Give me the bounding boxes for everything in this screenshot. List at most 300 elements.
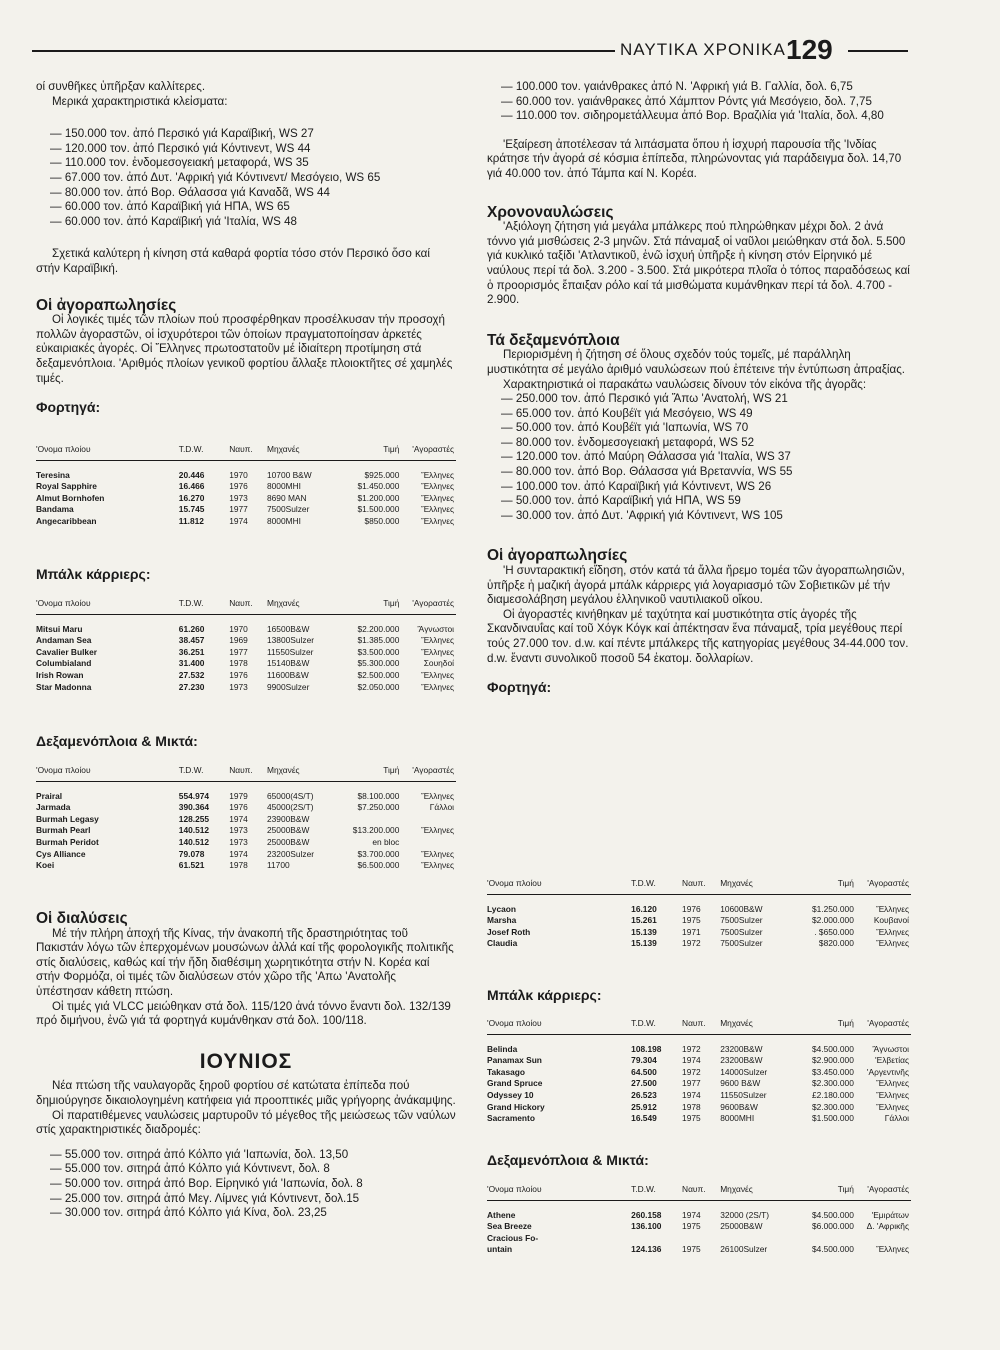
list-item: — 30.000 τον. ἀπό Δυτ. 'Αφρική γιά Κόντινεντ, WS 105 xyxy=(501,508,783,522)
table-cell: $1.500.000 xyxy=(811,1113,854,1124)
table-cell: Angecaribbean xyxy=(36,515,97,526)
table-tank-right xyxy=(487,1184,911,1256)
table-cell: $1.500.000 xyxy=(357,504,400,515)
table-tank-left xyxy=(36,765,456,872)
column-header: Μηχανές xyxy=(720,1184,792,1200)
header-rule-left xyxy=(32,50,615,52)
table-spacer xyxy=(36,460,456,470)
table-cell: $2.000.000 xyxy=(811,915,854,926)
table-cargo-right xyxy=(487,878,911,950)
list-item: — 150.000 τον. ἀπό Περσικό γιά Καραϊβική, WS 27 xyxy=(50,127,314,141)
table-row xyxy=(36,791,456,803)
table-cell: 1975 xyxy=(682,915,701,926)
table-cell: $1.250.000 xyxy=(811,903,854,914)
tankers-paragraph-1: Περιορισμένη ἡ ζήτηση σέ ὅλους σχεδόν τούς τομεῖς, μέ παράλληλη μυστικότητα σέ μεγάλο ἀριθμό ναυλώσεων πού ἐπέτεινε τήν ἐντύπωση ἀπραξίας. xyxy=(487,348,906,376)
sales-heading-right: Οἱ ἀγοραπωλησίες xyxy=(487,547,628,565)
table-cell: 1969 xyxy=(229,635,248,646)
sales-heading-left: Οἱ ἀγοραπωλησίες xyxy=(36,296,177,314)
table-cell xyxy=(682,1233,720,1245)
table-cell: 1978 xyxy=(229,658,248,669)
table-cell: Irish Rowan xyxy=(36,669,84,680)
table-row xyxy=(487,1244,911,1256)
table-row xyxy=(36,825,456,837)
column-header: Τιμή xyxy=(338,598,401,614)
table-cell: 26100Sulzer xyxy=(720,1244,768,1255)
table-cell: Bandama xyxy=(36,504,74,515)
column-header: Μηχανές xyxy=(267,765,338,781)
table-cell: 'Αργεντινῆς xyxy=(866,1066,909,1077)
table-cell: 1977 xyxy=(229,504,248,515)
table-cell: $2.300.000 xyxy=(811,1078,854,1089)
table-cell: Josef Roth xyxy=(487,926,531,937)
table-cell: $2.500.000 xyxy=(357,669,400,680)
table-cell: 1970 xyxy=(229,623,248,634)
charter-list-2 xyxy=(36,1148,456,1221)
table-cell: 10600B&W xyxy=(720,903,763,914)
table-cell: 260.158 xyxy=(631,1209,662,1220)
left-column-lower xyxy=(36,912,456,1221)
bulk-heading-right: Μπάλκ κάρριερς: xyxy=(487,987,602,1003)
table-cell: 1975 xyxy=(682,1113,701,1124)
column-header: 'Αγοραστές xyxy=(401,444,456,460)
table-cell: Ἕλληνες xyxy=(421,635,454,646)
column-header: T.D.W. xyxy=(179,444,229,460)
june-paragraph-2: Οἱ παρατιθέμενες ναυλώσεις μαρτυροῦν τό μέγεθος τῆς μειώσεως τῶν ναύλων στίς χαρακτηριστικές διαδρομές: xyxy=(36,1108,456,1137)
column-header: Τιμή xyxy=(338,444,401,460)
table-cell: 25000B&W xyxy=(720,1221,763,1232)
table-cell: 1977 xyxy=(229,646,248,657)
table-cell xyxy=(401,814,456,826)
table-cell: 13800Sulzer xyxy=(266,635,315,646)
column-header: Ναυπ. xyxy=(229,444,267,460)
tanker-charter-list xyxy=(487,392,911,523)
list-item: — 60.000 τον. ἀπό Καραϊβική γιά ΗΠΑ, WS 65 xyxy=(50,200,290,214)
table-row xyxy=(487,1067,911,1079)
table-cell: 15.745 xyxy=(178,504,205,515)
table-cell: $1.450.000 xyxy=(357,481,400,492)
table-cell: $3.450.000 xyxy=(811,1066,854,1077)
table-cell: 1978 xyxy=(229,860,248,871)
table-cell: 25000B&W xyxy=(266,825,310,836)
table-cell: $8.100.000 xyxy=(357,790,400,801)
table-row xyxy=(487,915,911,927)
list-item: — 55.000 τον. σιτηρά ἀπό Κόλπο γιά 'Ιαπωνία, δολ. 13,50 xyxy=(50,1147,349,1161)
column-header: 'Αγοραστές xyxy=(856,1184,911,1200)
table-cell: 1970 xyxy=(229,469,248,480)
table-cell: 15.139 xyxy=(631,926,657,937)
table-cell: $3.500.000 xyxy=(357,646,400,657)
table-cell xyxy=(856,1233,911,1245)
table-cell: 14000Sulzer xyxy=(720,1066,768,1077)
table-cell: 45000(2S/T) xyxy=(266,802,314,813)
column-header: Μηχανές xyxy=(267,444,338,460)
table-row xyxy=(36,682,456,694)
table-cell: . $650.000 xyxy=(814,926,854,937)
table-row xyxy=(487,1221,911,1233)
table-cell: 15140B&W xyxy=(266,658,310,669)
bulk-heading-left-wrap xyxy=(36,566,151,582)
column-header: T.D.W. xyxy=(631,878,682,894)
tank-heading-left: Δεξαμενόπλοια & Μικτά: xyxy=(36,733,198,749)
bulk-heading-right-wrap xyxy=(487,987,602,1003)
column-header: Μηχανές xyxy=(267,598,338,614)
table-cell: 390.364 xyxy=(178,802,210,813)
table-row xyxy=(36,802,456,814)
table-cell: $13.200.000 xyxy=(352,825,400,836)
table-cell: Royal Sapphire xyxy=(36,481,97,492)
table-cell: 128.255 xyxy=(178,813,210,824)
table-row xyxy=(487,1055,911,1067)
column-header: 'Ονομα πλοίου xyxy=(487,1184,631,1200)
column-header: Τιμή xyxy=(792,1018,856,1034)
table-row xyxy=(487,1044,911,1056)
right-column xyxy=(487,80,911,695)
table-cell: 140.512 xyxy=(178,825,210,836)
table-cell: Sea Breeze xyxy=(487,1221,532,1232)
table-cell: Teresina xyxy=(36,469,70,480)
table-cell: Γάλλοι xyxy=(429,802,454,813)
table-row xyxy=(36,635,456,647)
left-column xyxy=(36,80,456,419)
table-cell: 11550Sulzer xyxy=(266,646,314,657)
table-cell: 23900B&W xyxy=(266,813,310,824)
table-cell: 8690 MAN xyxy=(266,492,307,503)
table-row xyxy=(487,927,911,939)
list-item: — 110.000 τον. σιδηρομετάλλευμα ἀπό Βορ. Βραζιλία γιά 'Ιταλία, δολ. 4,80 xyxy=(501,109,884,123)
table-cell: Ἕλληνες xyxy=(421,681,454,692)
table-cell: 16500B&W xyxy=(266,623,310,634)
table-cell: 8000MHI xyxy=(720,1113,755,1124)
table-cell: Ἕλληνες xyxy=(421,481,454,492)
scrap-paragraph-2: Οἱ τιμές γιά VLCC μειώθηκαν στά δολ. 115/120 ἀνά τόννο ἔναντι δολ. 132/139 πρό διμήνου, ἐνῶ γιά τά φορτηγά κυμάνθηκαν στά δολ. 100/118. xyxy=(36,999,451,1028)
table-cell: 61.521 xyxy=(178,860,205,871)
table-cell: $2.300.000 xyxy=(811,1101,854,1112)
table-cell: 26.523 xyxy=(631,1089,657,1100)
list-item: — 250.000 τον. ἀπό Περσικό γιά Ἅπω 'Ανατολή, WS 21 xyxy=(501,392,788,406)
list-item: — 50.000 τον. σιτηρά ἀπό Βορ. Εἰρηνικό γιά 'Ιαπωνία, δολ. 8 xyxy=(50,1176,363,1190)
table-cell: Γάλλοι xyxy=(884,1113,909,1124)
table-cell: Ἕλληνες xyxy=(421,825,454,836)
table-cell: Odyssey 10 xyxy=(487,1089,534,1100)
list-item: — 100.000 τον. ἀπό Καραϊβική γιά Κόντινεντ, WS 26 xyxy=(501,479,772,493)
table-cell xyxy=(338,814,401,826)
table-cell: 79.304 xyxy=(631,1055,657,1066)
table-cell: 61.260 xyxy=(178,623,205,634)
table-cell: 1972 xyxy=(682,1043,701,1054)
table-cell: Lycaon xyxy=(487,903,517,914)
table-cell: Athene xyxy=(487,1209,516,1220)
table-bulk-right xyxy=(487,1018,911,1125)
list-item: — 120.000 τον. ἀπό Περσικό γιά Κόντινεντ, WS 44 xyxy=(50,141,311,155)
tank-mixed-heading-right: Δεξαμενόπλοια & Μικτά: xyxy=(487,1152,649,1168)
list-item: — 50.000 τον. ἀπό Καραϊβική γιά ΗΠΑ, WS 59 xyxy=(501,494,741,508)
table-row xyxy=(36,670,456,682)
list-item: — 80.000 τον. ἀπό Βορ. Θάλασσα γιά Βρετανvία, WS 55 xyxy=(501,465,793,479)
intro-text-2: Μερικά χαρακτηριστικά κλεἰσματα: xyxy=(52,94,228,108)
june-heading: ΙΟΥΝΙΟΣ xyxy=(199,1049,293,1073)
time-charter-heading: Χρονοναυλώσεις xyxy=(487,203,614,221)
table-cell: 16.120 xyxy=(631,903,657,914)
column-header: T.D.W. xyxy=(179,598,229,614)
table-cell: 15.261 xyxy=(631,915,657,926)
table-cell: 23200B&W xyxy=(720,1055,763,1066)
column-header: 'Ονομα πλοίου xyxy=(487,878,631,894)
table-cell: 27.532 xyxy=(178,669,205,680)
time-charter-paragraph: 'Αξιόλογη ζήτηση γιά μεγάλα μπάλκερς πού πληρώθηκαν μέχρι δολ. 2 ἀνά τόννο γιά μισθώσεις 2-3 μηνῶν. Στά πάναμαξ οἱ ναῦλοι μειώθηκαν στά δολ. 5.500 γιά κυκλικό ταξίδι 'Ατλαντικοῦ, ἐνῶ ἰσχυή ὑπῆρξε ἡ κίνηση στόν Εἰρηνικό μέ ναύλους περί τά δολ. 3.200 - 3.500. Στά μικρότερα πλοῖα ὁ τόπος παραδόσεως καί ὁ προορισμός ἔπαιξαν ρόλο καί τά μισθώματα κυμάνθηκαν περί τά δολ. 4.700 - 2.900. xyxy=(487,220,910,307)
table-cell: 1974 xyxy=(682,1055,701,1066)
table-cell: 136.100 xyxy=(631,1221,662,1232)
table-cell: 1973 xyxy=(229,681,248,692)
table-cell: 16.270 xyxy=(178,492,205,503)
column-header: T.D.W. xyxy=(631,1184,682,1200)
tankers-heading: Τά δεξαμενόπλοια xyxy=(487,331,620,349)
table-cell: en bloc xyxy=(372,836,400,847)
table-cargo-left xyxy=(36,444,456,528)
list-item: — 120.000 τον. ἀπό Μαύρη Θάλασσα γιά 'Ιταλία, WS 37 xyxy=(501,450,791,464)
column-header: 'Αγοραστές xyxy=(856,1018,911,1034)
table-cell: $6.500.000 xyxy=(357,860,400,871)
header-rule-right xyxy=(848,50,908,52)
page-number: 129 xyxy=(786,34,833,65)
table-row xyxy=(36,849,456,861)
table-row xyxy=(36,658,456,670)
table-cell: Almut Bornhofen xyxy=(36,492,105,503)
table-cell: 7500Sulzer xyxy=(720,938,763,949)
table-cell xyxy=(631,1233,682,1245)
table-cell: 1974 xyxy=(229,813,248,824)
table-cell: 1972 xyxy=(682,938,701,949)
table-cell: Ἕλληνες xyxy=(876,903,909,914)
table-header-row xyxy=(36,444,456,460)
column-header: Ναυπ. xyxy=(682,1184,720,1200)
table-cell: 140.512 xyxy=(178,836,210,847)
table-cell: 23200B&W xyxy=(720,1043,763,1054)
table-cell: Ἕλληνες xyxy=(421,504,454,515)
table-cell: Cys Alliance xyxy=(36,848,86,859)
scrap-paragraph-1: Μέ τήν πλήρη ἀποχή τῆς Κίνας, τήν ἀνακοπή τῆς δραστηριότητας τοῦ Πακιστάν λόγω τῶν ἐπερχομένων μουσώνων ἀλλά καί τῆς φορολογικῆς πολιτικῆς στίς διαλύσεις, καθώς καί τήν ἤδη διαθέσιμη χωρητικότητα στήν Ν. Κορέα καί στήν Φορμόζα, οἱ τιμές τῶν διαλύσεων στόν χῶρο τῆς 'Απω 'Ανατολῆς ὑπέστησαν κάθετη πτώση. xyxy=(36,926,454,998)
table-spacer xyxy=(36,781,456,791)
list-item: — 110.000 τον. ἐνδομεσογειακή μεταφορά, WS 35 xyxy=(50,156,309,170)
charter-list-top xyxy=(487,80,911,124)
table-cell: 79.078 xyxy=(178,848,205,859)
sales-paragraph-right-1: 'Η συνταρακτική εἴδηση, στόν κατά τά ἄλλα ἤρεμο τομέα τῶν ἀγοραπωλησιῶν, ὑπῆρξε ἡ μαζική ἀγορά μπάλκ κάρριερς γιά λογαριασμό τῶν Σοβιετικῶν μέ τήν διαμεσολάβηση μεγάλου ἑλληνικοῦ ναυτιλιακοῦ οἴκου. xyxy=(487,564,905,607)
table-cell: 65000(4S/T) xyxy=(266,790,314,801)
table-spacer xyxy=(36,614,456,624)
cargo-heading-right: Φορτηγά: xyxy=(487,679,552,696)
table-cell: 9600B&W xyxy=(720,1101,758,1112)
table-cell: 9900Sulzer xyxy=(266,681,310,692)
table-cell: Ἕλληνες xyxy=(876,1244,909,1255)
table-cell: $5.300.000 xyxy=(357,658,400,669)
table-cell: Ἄγνωστοι xyxy=(417,623,454,634)
table-cell: 1974 xyxy=(229,848,248,859)
list-item: — 65.000 τον. ἀπό Κουβέϊτ γιά Μεσόγειο, WS 49 xyxy=(501,406,753,420)
table-cell: 8000MHI xyxy=(266,481,301,492)
table-cell: 1974 xyxy=(229,515,248,526)
table-cell: 8000MHI xyxy=(266,515,301,526)
table-cell xyxy=(792,1233,856,1245)
table-cell: Prairal xyxy=(36,790,63,801)
table-cell: 7500Sulzer xyxy=(266,504,310,515)
table-cell: Ἕλληνες xyxy=(876,938,909,949)
table-row xyxy=(487,1078,911,1090)
list-item: — 60.000 τον. γαιάνθρακες ἀπό Χάμπτον Ρόντς γιά Μεσόγειο, δολ. 7,75 xyxy=(501,94,872,108)
table-cell: 20.446 xyxy=(178,469,205,480)
table-cell xyxy=(401,837,456,849)
table-cell: $6.000.000 xyxy=(811,1221,854,1232)
tank-heading-left-wrap xyxy=(36,733,198,749)
intro-text-1: οί συνθῆκες ὑπῆρξαν καλλίτερες. xyxy=(36,80,206,93)
table-cell: 11550Sulzer xyxy=(720,1089,767,1100)
table-cell: 1973 xyxy=(229,836,248,847)
table-cell: untain xyxy=(487,1244,513,1255)
table-row xyxy=(487,1233,911,1245)
table-cell: 11.812 xyxy=(178,515,204,526)
column-header: Μηχανές xyxy=(720,1018,792,1034)
table-cell: Ἄγνωστοι xyxy=(872,1043,909,1054)
column-header: 'Αγοραστές xyxy=(401,598,456,614)
list-item: — 30.000 τον. σιτηρά ἀπό Κόλπο γιά Κίνα, δολ. 23,25 xyxy=(50,1206,327,1220)
table-row xyxy=(36,837,456,849)
table-cell: Columbialand xyxy=(36,658,92,669)
table-header-row xyxy=(487,1018,911,1034)
tankers-paragraph-2: Χαρακτηριστικά οἱ παρακάτω ναυλώσεις δίνουν τόν εἰκόνα τῆς ἀγορᾶς: xyxy=(503,377,867,391)
table-cell: 108.198 xyxy=(631,1043,662,1054)
table-cell: 1974 xyxy=(682,1209,701,1220)
table-cell: 1975 xyxy=(682,1244,701,1255)
column-header: Ναυπ. xyxy=(682,1018,720,1034)
table-cell: 1977 xyxy=(682,1078,701,1089)
column-header: Τιμή xyxy=(792,1184,856,1200)
table-cell: 23200Sulzer xyxy=(266,848,315,859)
table-row xyxy=(36,814,456,826)
table-cell: $1.200.000 xyxy=(357,492,400,503)
table-cell: 16.466 xyxy=(178,481,205,492)
table-cell: $2.200.000 xyxy=(357,623,400,634)
table-cell: $4.500.000 xyxy=(811,1043,854,1054)
table-cell: 38.457 xyxy=(178,635,205,646)
table-cell: 1979 xyxy=(229,790,248,801)
column-header: Μηχανές xyxy=(720,878,792,894)
table-cell: Burmah Pearl xyxy=(36,825,91,836)
table-cell: Δ. 'Αφρικῆς xyxy=(866,1221,909,1232)
table-cell: Ἕλληνες xyxy=(876,926,909,937)
table-spacer xyxy=(487,1034,911,1044)
table-cell: Ἕλληνες xyxy=(876,1101,909,1112)
table-cell: Ἕλληνες xyxy=(421,646,454,657)
table-cell: $4.500.000 xyxy=(811,1209,854,1220)
list-item: — 50.000 τον. ἀπό Κουβέϊτ γιά 'Ιαπωνία, WS 70 xyxy=(501,421,749,435)
table-cell: 16.549 xyxy=(631,1113,657,1124)
table-cell: Marsha xyxy=(487,915,517,926)
table-cell: Grand Spruce xyxy=(487,1078,543,1089)
june-paragraph-1: Νέα πτώση τῆς ναυλαγορᾶς ξηροῦ φορτίου σέ κατώτατα ἐπίπεδα πού δημιούργησε δικαιολογημένη κατήφεια γιά προοπτικές μιᾶς γρήγορης ἀνάκαμψης. xyxy=(36,1079,456,1107)
table-cell: Takasago xyxy=(487,1066,526,1077)
table-cell: Star Madonna xyxy=(36,681,92,692)
table-row xyxy=(36,481,456,493)
charter-list-1 xyxy=(36,127,456,229)
table-cell: Mitsui Maru xyxy=(36,623,83,634)
table-header-row xyxy=(36,765,456,781)
list-item: — 100.000 τον. γαιάνθρακες ἀπό Ν. 'Αφρική γιά Β. Γαλλία, δολ. 6,75 xyxy=(501,80,853,93)
table-cell: Ἕλληνες xyxy=(876,1078,909,1089)
column-header: 'Ονομα πλοίου xyxy=(487,1018,631,1034)
table-cell: 32000 (2S/T) xyxy=(720,1209,770,1220)
sales-paragraph-right-2: Οἱ ἀγοραστές κινήθηκαν μέ ταχύτητα καί μυστικότητα στίς ἀγορές τῆς Σκανδιναυΐας καί τοῦ Χόγκ Κόγκ καί ἀπέκτησαν ἕνα πάναμαξ, τρία μεγέθους περί τούς 27.000 τον. d.w. καί πέντε μπάλκερς τῆς κατηγορίας μεγέθους 34-44.000 τον. d.w. ἔναντι συνολικοῦ ποσοῦ 54 ἑκατομ. δολλαρίων. xyxy=(487,607,909,665)
column-header: 'Ονομα πλοίου xyxy=(36,765,179,781)
column-header: 'Αγοραστές xyxy=(401,765,456,781)
table-cell: 1975 xyxy=(682,1221,701,1232)
list-item: — 55.000 τον. σιτηρά ἀπό Κόλπο γιά Κόντινεντ, δολ. 8 xyxy=(50,1162,330,1176)
table-row xyxy=(487,1102,911,1114)
list-item: — 80.000 τον. ἀπό Βορ. Θάλασσα γιά Καναδᾶ, WS 44 xyxy=(50,185,330,199)
column-header: Ναυπ. xyxy=(682,878,720,894)
column-header: 'Αγοραστές xyxy=(856,878,911,894)
table-bulk-left xyxy=(36,598,456,693)
table-cell: 27.230 xyxy=(178,681,205,692)
table-row xyxy=(487,1090,911,1102)
list-item: — 25.000 τον. σιτηρά ἀπό Μεγ. Λίμνες γιά Κόντινεντ, δολ.15 xyxy=(50,1191,360,1205)
column-header: T.D.W. xyxy=(631,1018,682,1034)
table-cell: 1978 xyxy=(682,1101,701,1112)
table-cell: Ἕλληνες xyxy=(421,790,454,801)
bulk-heading-left: Μπάλκ κάρριερς: xyxy=(36,566,151,582)
table-cell: Burmah Peridot xyxy=(36,836,99,847)
table-cell: $925.000 xyxy=(364,469,400,480)
table-cell: Grand Hickory xyxy=(487,1101,545,1112)
tank-heading-right-wrap xyxy=(487,1152,649,1168)
table-row xyxy=(487,904,911,916)
list-item: — 60.000 τον. ἀπό Καραϊβική γιά 'Ιταλία, WS 48 xyxy=(50,214,298,228)
table-cell: Jarmada xyxy=(36,802,71,813)
table-cell: $2.900.000 xyxy=(811,1055,854,1066)
scrap-heading: Οἱ διαλύσεις xyxy=(36,910,128,927)
table-header-row xyxy=(487,1184,911,1200)
table-row xyxy=(36,647,456,659)
table-cell: Cracious Fo- xyxy=(487,1232,539,1243)
table-cell: 1972 xyxy=(682,1066,701,1077)
table-cell: Ἕλληνες xyxy=(421,669,454,680)
table-cell: 1973 xyxy=(229,825,248,836)
column-header: Ναυπ. xyxy=(229,598,267,614)
column-header: Τιμή xyxy=(792,878,856,894)
table-cell: $4.500.000 xyxy=(811,1244,854,1255)
table-cell: 25000B&W xyxy=(266,836,310,847)
cargo-heading-left: Φορτηγά: xyxy=(36,399,101,416)
table-cell: 11700 xyxy=(266,860,290,871)
clean-cargo-paragraph: Σχετικά καλύτερη ἡ κίνηση στά καθαρά φορτία τόσο στόν Περσικό ὅσο καί στήν Καραϊβική. xyxy=(36,247,430,275)
table-row xyxy=(36,504,456,516)
column-header: 'Ονομα πλοίου xyxy=(36,444,179,460)
table-cell: Belinda xyxy=(487,1043,518,1054)
table-cell: 9600 B&W xyxy=(720,1078,761,1089)
table-cell: 27.500 xyxy=(631,1078,657,1089)
table-cell: 1973 xyxy=(229,492,248,503)
table-cell: 25.912 xyxy=(631,1101,657,1112)
table-cell xyxy=(720,1233,792,1245)
table-cell: $2.050.000 xyxy=(357,681,400,692)
table-header-row xyxy=(487,878,911,894)
table-cell: £2.180.000 xyxy=(811,1089,854,1100)
table-row xyxy=(36,860,456,872)
table-spacer xyxy=(487,1200,911,1210)
table-cell: Σουηδοί xyxy=(423,658,454,669)
table-cell: Ἕλληνες xyxy=(876,1089,909,1100)
table-cell: 124.136 xyxy=(631,1244,662,1255)
list-item: — 67.000 τον. ἀπό Δυτ. 'Αφρική γιά Κόντινεντ/ Μεσόγειο, WS 65 xyxy=(50,170,381,184)
table-cell: Ἕλληνες xyxy=(421,492,454,503)
table-cell: Sacramento xyxy=(487,1113,535,1124)
